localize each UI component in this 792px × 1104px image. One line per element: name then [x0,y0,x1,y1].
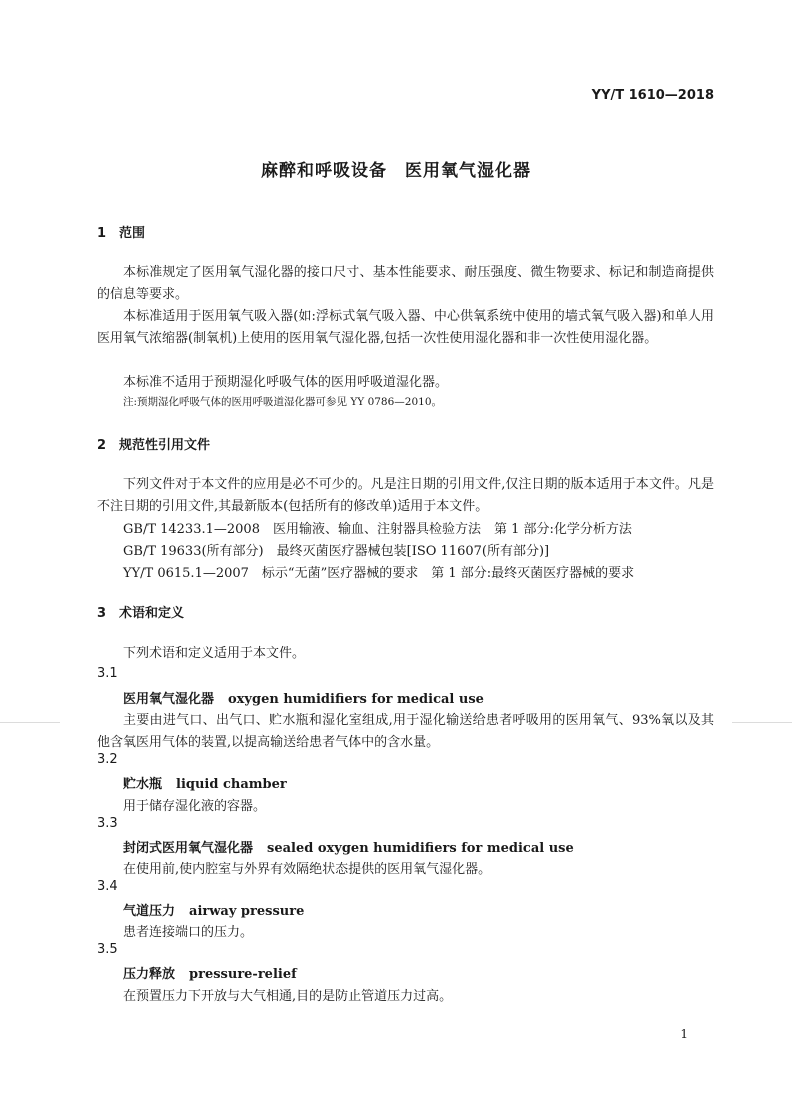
clause-number: 3.5 [97,942,118,957]
term-english: liquid chamber [176,777,287,792]
section-number: 1 [97,226,107,241]
page-number: 1 [680,1027,688,1041]
section-1-heading [97,222,145,241]
terms-intro: 下列术语和定义适用于本文件。 [123,646,306,661]
scope-paragraph-1: 本标准规定了医用氧气湿化器的接口尺寸、基本性能要求、耐压强度、微生物要求、标记和制造商提供的信息等要求。 [97,265,714,302]
scope-paragraph-2: 本标准适用于医用氧气吸入器(如:浮标式氧气吸入器、中心供氧系统中使用的墙式氧气吸入器)和单人用医用氧气浓缩器(制氧机)上使用的医用氧气湿化器,包括一次性使用湿化器和非一次性使用湿化器。 [97,309,714,346]
section-title: 规范性引用文件 [119,438,211,453]
term-definition: 患者连接端口的压力。 [123,925,254,940]
term-definition: 用于储存湿化液的容器。 [123,799,267,814]
term-english: pressure-relief [189,967,297,982]
term-entry [123,837,574,856]
clause-number: 3.3 [97,816,118,831]
scope-paragraph-3: 本标准不适用于预期湿化呼吸气体的医用呼吸道湿化器。 [123,375,449,390]
section-3-heading [97,602,184,621]
term-entry [123,688,484,707]
reference-item: YY/T 0615.1—2007 标示“无菌”医疗器械的要求 第 1 部分:最终灭菌医疗器械的要求 [123,566,635,581]
normative-intro: 下列文件对于本文件的应用是必不可少的。凡是注日期的引用文件,仅注日期的版本适用于本文件。凡是不注日期的引用文件,其最新版本(包括所有的修改单)适用于本文件。 [97,477,714,514]
reference-item: GB/T 19633(所有部分) 最终灭菌医疗器械包装[ISO 11607(所有部分)] [123,544,550,559]
term-definition: 在使用前,使内腔室与外界有效隔绝状态提供的医用氧气湿化器。 [123,862,492,877]
scope-note: 注:预期湿化呼吸气体的医用呼吸道湿化器可参见 YY 0786—2010。 [123,396,443,408]
term-definition: 主要由进气口、出气口、贮水瓶和湿化室组成,用于湿化输送给患者呼吸用的医用氧气、93%氧以及其他含氧医用气体的装置,以提高输送给患者气体中的含水量。 [97,713,714,750]
term-entry [123,773,287,792]
term-chinese: 封闭式医用氧气湿化器 [123,841,254,856]
clause-number: 3.4 [97,879,118,894]
term-english: sealed oxygen humidifiers for medical use [267,841,574,856]
document-title: 麻醉和呼吸设备 医用氧气湿化器 [261,161,531,181]
scan-artifact [732,722,792,723]
term-chinese: 气道压力 [123,904,176,919]
term-english: airway pressure [189,904,305,919]
section-number: 3 [97,606,107,621]
term-chinese: 贮水瓶 [123,777,163,792]
reference-item: GB/T 14233.1—2008 医用输液、输血、注射器具检验方法 第 1 部分:化学分析方法 [123,522,632,537]
section-number: 2 [97,438,107,453]
term-english: oxygen humidifiers for medical use [228,692,484,707]
section-title: 术语和定义 [119,606,185,621]
section-2-heading [97,434,210,453]
clause-number: 3.2 [97,752,118,767]
term-definition: 在预置压力下开放与大气相通,目的是防止管道压力过高。 [123,989,453,1004]
standard-code: YY/T 1610—2018 [591,88,714,103]
term-chinese: 压力释放 [123,967,176,982]
scan-artifact [0,722,60,723]
term-entry [123,900,304,919]
term-chinese: 医用氧气湿化器 [123,692,215,707]
clause-number: 3.1 [97,666,118,681]
term-entry [123,963,297,982]
section-title: 范围 [119,226,146,241]
